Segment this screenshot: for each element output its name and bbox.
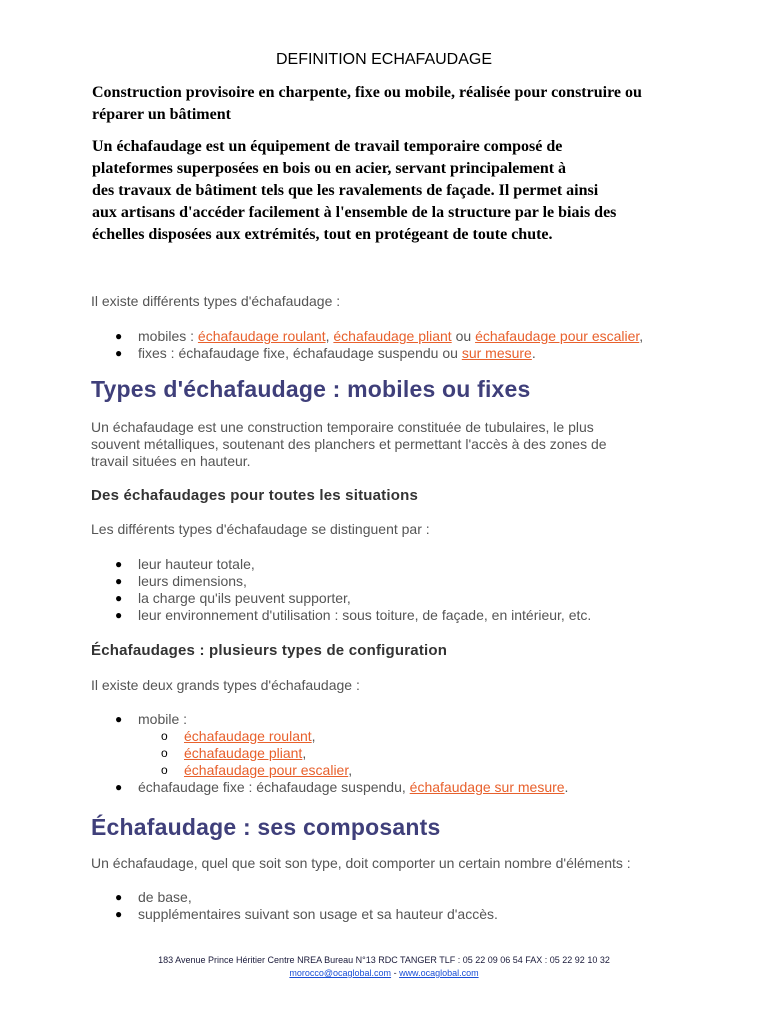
list-item: [91, 762, 352, 779]
intro-line: aux artisans d'accéder facilement à l'ensemble de la structure par le biais des: [92, 204, 617, 221]
footer-contact: [0, 968, 768, 978]
item-text: supplémentaires suivant son usage et sa hauteur d'accès.: [138, 906, 498, 922]
footer-email-link[interactable]: morocco@ocaglobal.com: [289, 968, 392, 978]
paragraph-line: souvent métalliques, soutenant des planchers et permettant l'accès à des zones de: [91, 436, 607, 452]
link-echafaudage-pliant[interactable]: échafaudage pliant: [333, 328, 452, 344]
bullet-icon: ●: [115, 712, 123, 726]
intro-line: échelles disposées aux extrémités, tout en protégeant de toute chute.: [92, 226, 553, 243]
footer-address: 183 Avenue Prince Héritier Centre NREA Bureau N°13 RDC TANGER TLF : 05 22 09 06 54 FAX : 05 22 92 10 32: [158, 955, 610, 965]
situations-intro: Les différents types d'échafaudage se distinguent par :: [91, 521, 430, 537]
list-item: [91, 556, 591, 573]
link-echafaudage-roulant[interactable]: échafaudage roulant: [184, 728, 312, 744]
intro-line: plateformes superposées en bois ou en acier, servant principalement à: [92, 160, 567, 177]
heading-types: Types d'échafaudage : mobiles ou fixes: [91, 376, 531, 402]
item-text: leur environnement d'utilisation : sous toiture, de façade, en intérieur, etc.: [138, 607, 592, 623]
composants-intro: Un échafaudage, quel que soit son type, doit comporter un certain nombre d'éléments :: [91, 855, 631, 871]
list-item: [91, 590, 591, 607]
list-item: [91, 728, 352, 745]
item-text: ,: [302, 745, 307, 761]
link-echafaudage-sur-mesure[interactable]: échafaudage sur mesure: [409, 779, 565, 795]
circle-bullet-icon: o: [161, 729, 168, 743]
item-text: leur hauteur totale,: [138, 556, 255, 572]
composants-list: [91, 889, 498, 923]
item-text: échafaudage fixe : échafaudage suspendu,: [138, 779, 410, 795]
bullet-icon: ●: [115, 780, 123, 794]
list-item: [91, 711, 187, 728]
mobile-sublist: [91, 728, 352, 779]
types-intro: Il existe différents types d'échafaudage :: [91, 293, 341, 309]
types-list: [91, 328, 643, 362]
list-item: [91, 607, 591, 624]
item-text: .: [564, 779, 569, 795]
item-text: mobiles :: [138, 328, 198, 344]
footer-separator: -: [391, 968, 400, 978]
list-item: [91, 573, 591, 590]
bullet-icon: ●: [115, 329, 123, 343]
item-text: mobile :: [138, 711, 188, 727]
item-text: fixes : échafaudage fixe, échafaudage suspendu ou: [138, 345, 462, 361]
bullet-icon: ●: [115, 574, 123, 588]
link-echafaudage-escalier[interactable]: échafaudage pour escalier: [475, 328, 640, 344]
circle-bullet-icon: o: [161, 763, 168, 777]
definition-paragraph: Construction provisoire en charpente, fixe ou mobile, réalisée pour construire ou réparer un bâtiment: [92, 84, 642, 123]
intro-paragraph: [92, 136, 682, 246]
list-item: [91, 906, 498, 923]
heading-configuration: Échafaudages : plusieurs types de configuration: [91, 642, 448, 659]
footer-website-link[interactable]: www.ocaglobal.com: [399, 968, 479, 978]
bullet-icon: ●: [115, 608, 123, 622]
item-text: de base,: [138, 889, 192, 905]
types-paragraph: [91, 419, 691, 470]
item-text: ,: [639, 328, 644, 344]
document-title: DEFINITION ECHAFAUDAGE: [275, 51, 493, 68]
bullet-icon: ●: [115, 907, 123, 921]
list-item: [91, 779, 568, 796]
list-item: [91, 345, 643, 362]
heading-situations: Des échafaudages pour toutes les situations: [91, 487, 419, 504]
item-text: .: [531, 345, 536, 361]
intro-line: des travaux de bâtiment tels que les ravalements de façade. Il permet ainsi: [92, 182, 599, 199]
link-echafaudage-escalier[interactable]: échafaudage pour escalier: [184, 762, 349, 778]
circle-bullet-icon: o: [161, 746, 168, 760]
configuration-list: [91, 711, 187, 728]
heading-composants: Échafaudage : ses composants: [91, 814, 441, 840]
bullet-icon: ●: [115, 890, 123, 904]
item-text: ,: [311, 728, 316, 744]
link-echafaudage-pliant[interactable]: échafaudage pliant: [184, 745, 303, 761]
configuration-intro: Il existe deux grands types d'échafaudage :: [91, 677, 360, 693]
paragraph-line: travail situées en hauteur.: [91, 453, 251, 469]
list-item: [91, 745, 352, 762]
item-text: ,: [348, 762, 353, 778]
item-text: leurs dimensions,: [138, 573, 247, 589]
paragraph-line: Un échafaudage est une construction temporaire constituée de tubulaires, le plus: [91, 419, 594, 435]
link-echafaudage-roulant[interactable]: échafaudage roulant: [197, 328, 326, 344]
configuration-list-fixe: [91, 779, 568, 796]
bullet-icon: ●: [115, 591, 123, 605]
bullet-icon: ●: [115, 346, 123, 360]
situations-list: [91, 556, 591, 624]
link-sur-mesure[interactable]: sur mesure: [461, 345, 532, 361]
item-text: ou: [451, 328, 476, 344]
list-item: [91, 328, 643, 345]
item-text: la charge qu'ils peuvent supporter,: [138, 590, 351, 606]
bullet-icon: ●: [115, 557, 123, 571]
intro-line: Un échafaudage est un équipement de travail temporaire composé de: [92, 138, 563, 155]
list-item: [91, 889, 498, 906]
item-text: ,: [325, 328, 334, 344]
